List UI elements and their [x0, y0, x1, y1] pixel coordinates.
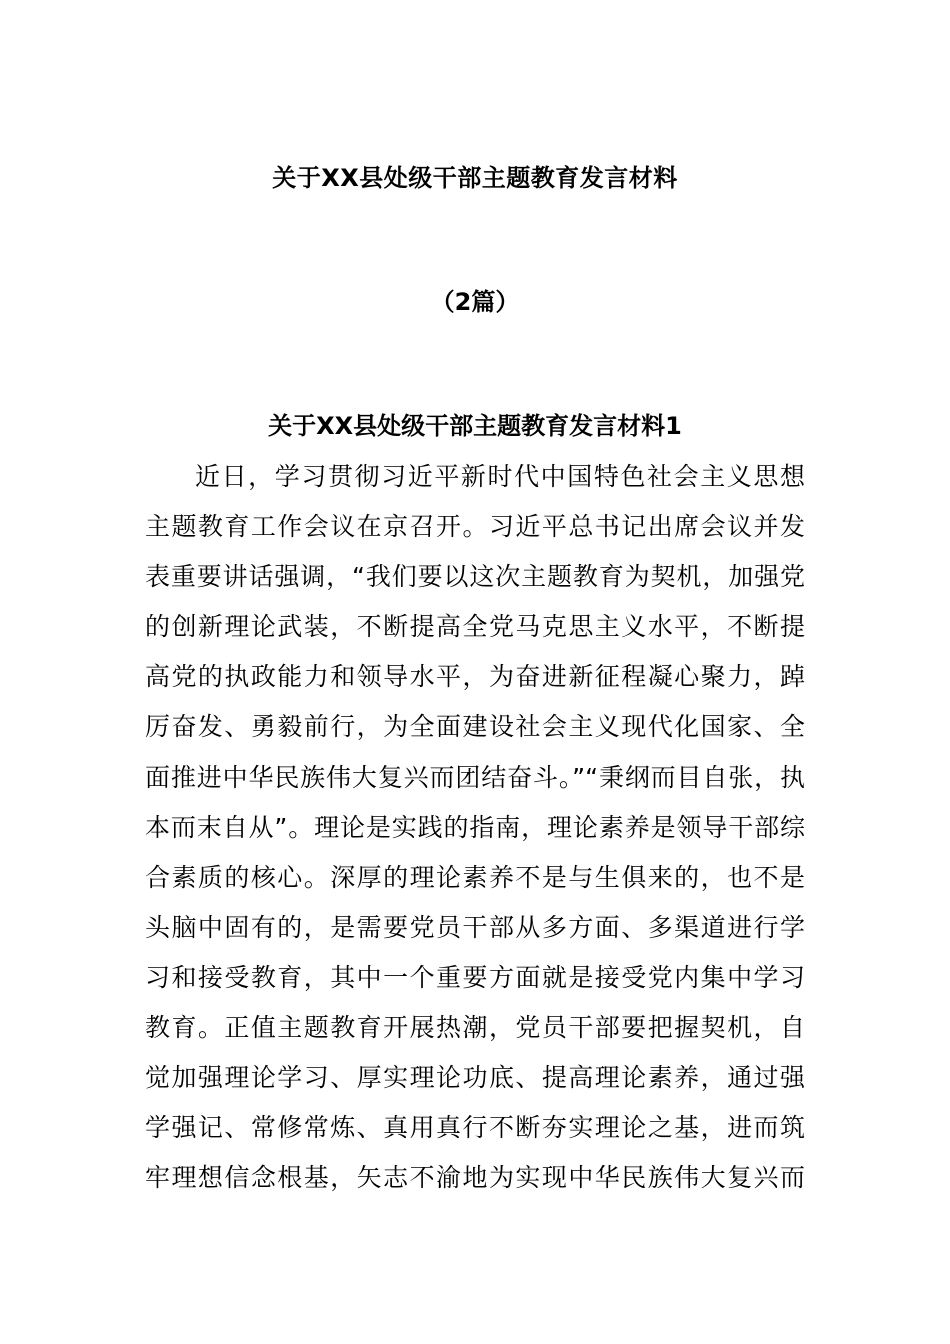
- paragraph-line: 习和接受教育，其中一个重要方面就是接受党内集中学习: [145, 962, 805, 992]
- paragraph-line: 学强记、常修常炼、真用真行不断夯实理论之基，进而筑: [145, 1113, 805, 1143]
- paragraph-line: 本而末自从”。理论是实践的指南，理论素养是领导干部综: [145, 812, 805, 842]
- document-subtitle: （2篇）: [430, 288, 520, 316]
- paragraph-line: 表重要讲话强调，“我们要以这次主题教育为契机，加强党: [145, 562, 805, 592]
- paragraph-line: 面推进中华民族伟大复兴而团结奋斗。”“秉纲而目自张，执: [145, 762, 805, 792]
- document-title: 关于XX县处级干部主题教育发言材料: [272, 164, 678, 192]
- paragraph-line: 牢理想信念根基，矢志不渝地为实现中华民族伟大复兴而: [145, 1163, 805, 1193]
- paragraph-line: 的创新理论武装，不断提高全党马克思主义水平，不断提: [145, 612, 805, 642]
- paragraph-line: 近日，学习贯彻习近平新时代中国特色社会主义思想: [195, 462, 805, 491]
- paragraph-line: 主题教育工作会议在京召开。习近平总书记出席会议并发: [145, 512, 805, 542]
- paragraph-line: 头脑中固有的，是需要党员干部从多方面、多渠道进行学: [145, 912, 805, 942]
- paragraph-line: 高党的执政能力和领导水平，为奋进新征程凝心聚力，踔: [145, 662, 805, 692]
- paragraph-line: 觉加强理论学习、厚实理论功底、提高理论素养，通过强: [145, 1063, 805, 1093]
- body-paragraph: [145, 452, 805, 1203]
- paragraph-line: 合素质的核心。深厚的理论素养不是与生俱来的，也不是: [145, 862, 805, 892]
- paragraph-line: 教育。正值主题教育开展热潮，党员干部要把握契机，自: [145, 1013, 805, 1043]
- paragraph-line: 厉奋发、勇毅前行，为全面建设社会主义现代化国家、全: [145, 712, 805, 742]
- section-title: 关于XX县处级干部主题教育发言材料1: [268, 412, 682, 440]
